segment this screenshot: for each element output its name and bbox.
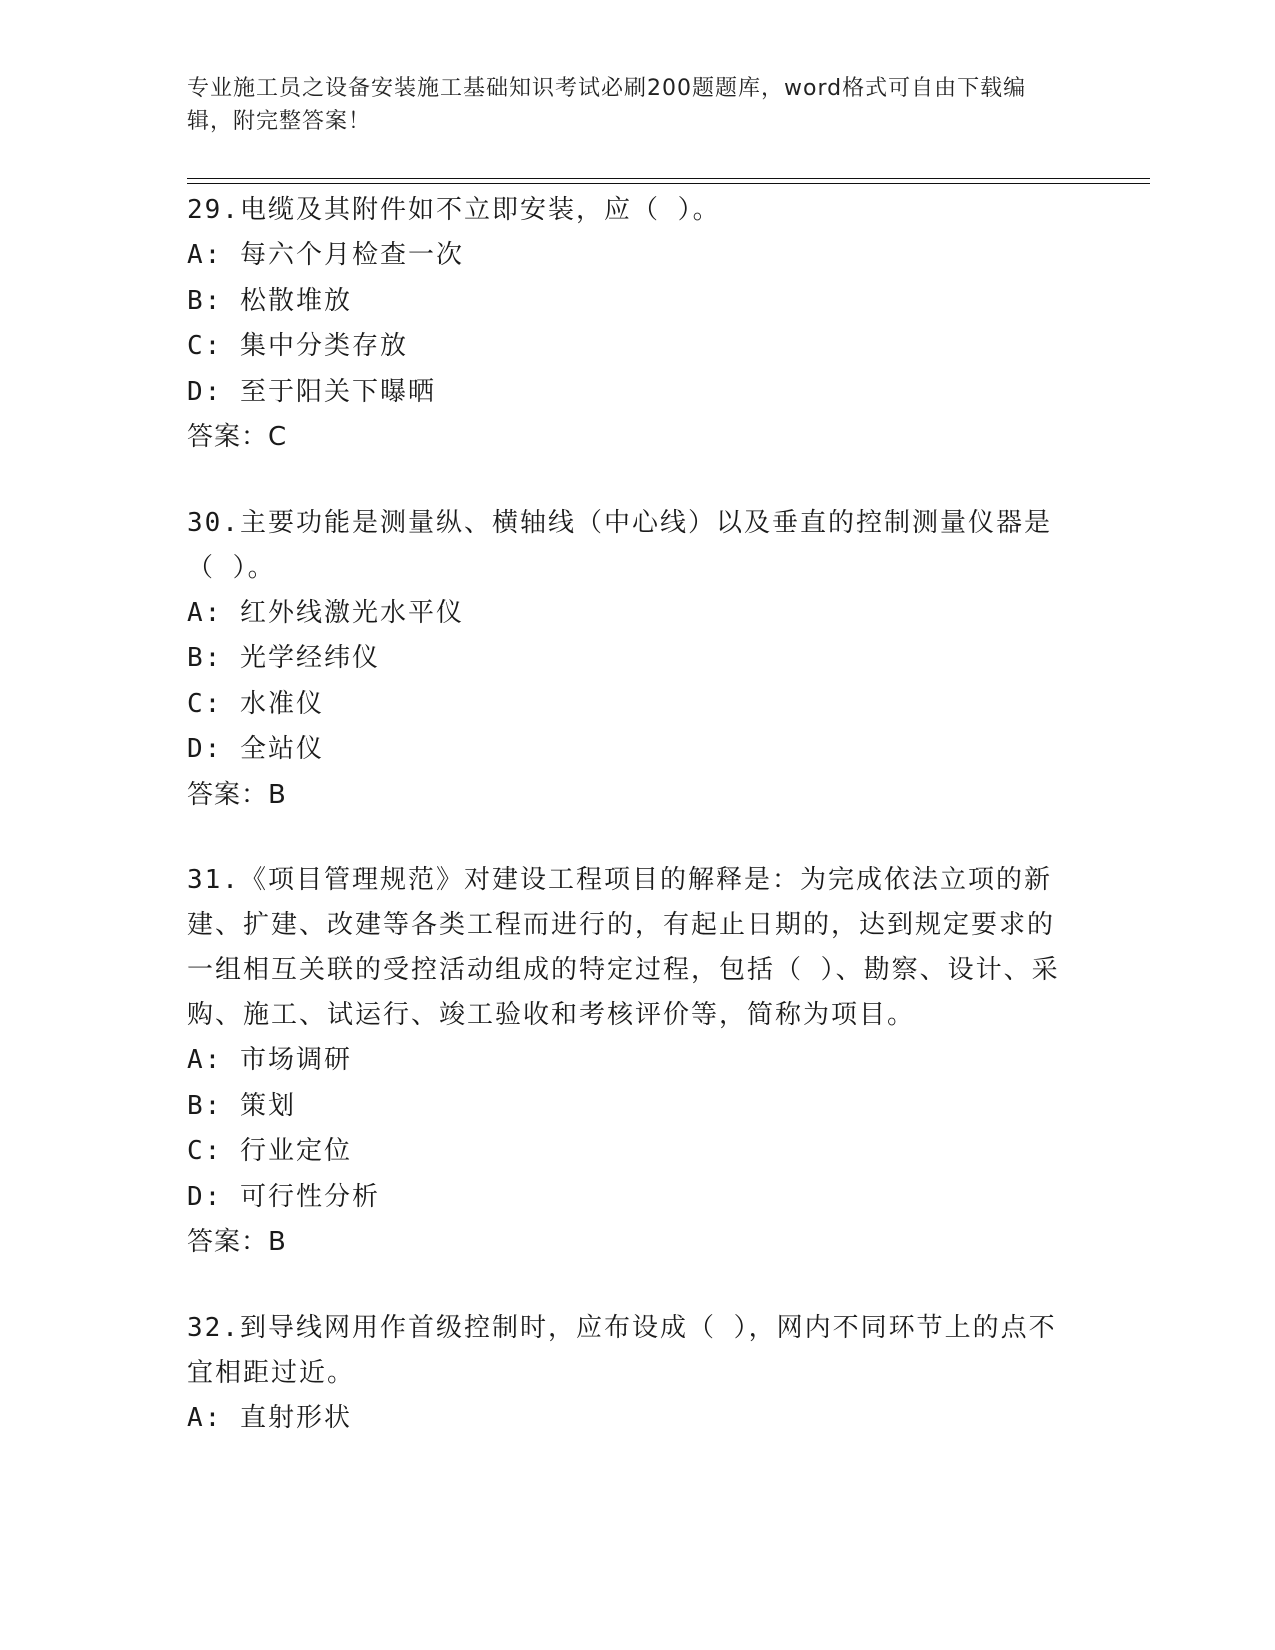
question-stem: 32.到导线网用作首级控制时，应布设成（ ），网内不同环节上的点不宜相距过近。 bbox=[187, 1312, 1057, 1388]
answer-text: 答案：C bbox=[187, 422, 288, 452]
header-rule-top bbox=[187, 178, 1150, 179]
option-d: D: 全站仪 bbox=[187, 734, 324, 764]
question-30 bbox=[187, 501, 1077, 819]
option-a: A: 红外线激光水平仪 bbox=[187, 597, 464, 628]
option-c: C: 行业定位 bbox=[187, 1136, 352, 1166]
question-32 bbox=[187, 1306, 1077, 1442]
option-a: A: 市场调研 bbox=[187, 1045, 352, 1075]
option-b: B: 光学经纬仪 bbox=[187, 643, 380, 673]
option-b: B: 松散堆放 bbox=[187, 285, 352, 316]
option-b: B: 策划 bbox=[187, 1090, 296, 1121]
answer-text: 答案：B bbox=[187, 779, 287, 810]
question-stem: 30.主要功能是测量纵、横轴线（中心线）以及垂直的控制测量仪器是（ ）。 bbox=[187, 507, 1052, 583]
option-c: C: 水准仪 bbox=[187, 688, 324, 719]
question-list bbox=[187, 188, 1077, 1481]
question-stem: 31.《项目管理规范》对建设工程项目的解释是：为完成依法立项的新建、扩建、改建等各类工程而进行的，有起止日期的，达到规定要求的一组相互关联的受控活动组成的特定过程，包括（ ）、勘察、设计、采购、施工、试运行、竣工验收和考核评价等，简称为项目。 bbox=[187, 865, 1060, 1030]
option-a: A: 每六个月检查一次 bbox=[187, 240, 464, 270]
option-a: A: 直射形状 bbox=[187, 1402, 352, 1433]
answer-text: 答案：B bbox=[187, 1227, 287, 1257]
question-31 bbox=[187, 858, 1077, 1266]
question-29 bbox=[187, 188, 1077, 461]
option-d: D: 可行性分析 bbox=[187, 1181, 380, 1212]
header-rule-bottom bbox=[187, 183, 1150, 184]
option-d: D: 至于阳关下曝晒 bbox=[187, 376, 436, 407]
document-header: 专业施工员之设备安装施工基础知识考试必刷200题题库，word格式可自由下载编辑，附完整答案！ bbox=[187, 76, 1027, 134]
question-stem: 29.电缆及其附件如不立即安装，应（ ）。 bbox=[187, 195, 721, 225]
option-c: C: 集中分类存放 bbox=[187, 331, 408, 361]
